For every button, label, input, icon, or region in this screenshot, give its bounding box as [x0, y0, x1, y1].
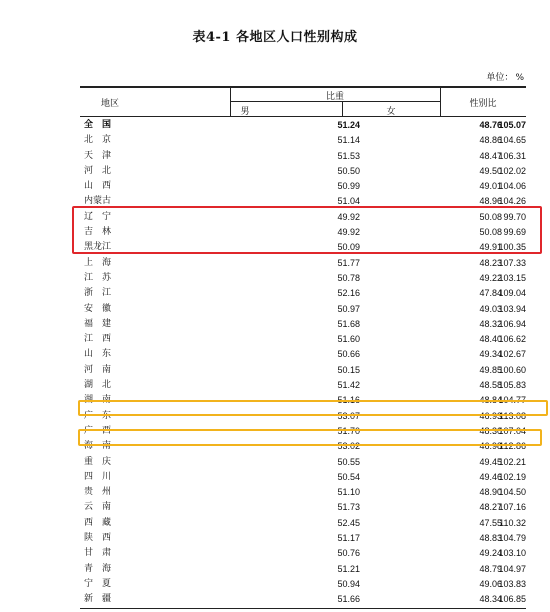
ratio-cell: 100.60 [498, 364, 526, 375]
table-row [80, 531, 526, 546]
region-cell: 云 南 [83, 502, 111, 513]
region-cell: 浙 江 [83, 288, 111, 299]
table-row [80, 470, 526, 485]
female-cell: 49.50 [479, 165, 502, 176]
ratio-cell: 105.07 [498, 120, 526, 130]
table-row [80, 133, 526, 148]
female-cell: 48.30 [479, 425, 502, 436]
female-cell: 48.76 [479, 120, 502, 130]
table-row [80, 332, 526, 347]
header-female: 女 [386, 107, 396, 117]
ratio-cell: 110.32 [499, 517, 526, 528]
region-cell: 湖 南 [83, 395, 111, 406]
region-cell: 山 西 [83, 181, 111, 192]
ratio-cell: 99.70 [503, 211, 526, 222]
female-cell: 49.06 [479, 578, 502, 589]
female-cell: 49.85 [479, 364, 502, 375]
male-cell: 50.09 [337, 242, 360, 253]
ratio-cell: 100.35 [498, 242, 526, 253]
male-cell: 51.66 [337, 594, 360, 605]
female-cell: 48.40 [479, 334, 502, 345]
table-row [80, 317, 526, 332]
female-cell: 48.90 [479, 487, 502, 498]
table-row [80, 562, 526, 577]
ratio-cell: 104.50 [498, 487, 526, 498]
table-row [80, 256, 526, 271]
table-row [80, 592, 526, 607]
ratio-cell: 107.04 [498, 425, 526, 436]
ratio-cell: 106.85 [498, 594, 526, 605]
female-cell: 48.84 [479, 395, 502, 406]
top-rule [80, 86, 526, 88]
table-row [80, 302, 526, 317]
table-row [80, 179, 526, 194]
ratio-cell: 109.04 [498, 288, 526, 299]
header-ratio: 性别比 [469, 99, 497, 109]
ratio-cell: 103.83 [498, 578, 526, 589]
region-cell: 重 庆 [83, 456, 111, 467]
male-cell: 51.16 [337, 395, 360, 406]
male-cell: 53.07 [337, 410, 360, 421]
female-cell: 46.98 [479, 441, 502, 452]
table-row [80, 516, 526, 531]
ratio-cell: 102.21 [498, 456, 526, 467]
region-cell: 河 南 [83, 364, 111, 375]
region-cell: 吉 林 [83, 227, 111, 238]
male-cell: 51.17 [337, 533, 360, 544]
table-row [80, 271, 526, 286]
female-cell: 46.93 [479, 410, 502, 421]
male-cell: 51.14 [337, 135, 360, 146]
region-cell: 上 海 [83, 257, 111, 268]
region-cell: 江 苏 [83, 272, 111, 283]
female-cell: 50.08 [479, 227, 502, 238]
male-cell: 51.10 [337, 487, 360, 498]
region-cell: 山 东 [83, 349, 111, 360]
table-row [80, 577, 526, 592]
ratio-cell: 102.19 [498, 471, 526, 482]
female-cell: 48.96 [479, 196, 502, 207]
highlight-box-northeast [72, 206, 542, 254]
ratio-cell: 106.94 [498, 318, 526, 329]
female-cell: 49.22 [479, 272, 502, 283]
bottom-rule [80, 608, 526, 609]
male-cell: 50.54 [337, 471, 360, 482]
ratio-cell: 102.67 [498, 349, 526, 360]
female-cell: 49.46 [479, 471, 502, 482]
header-share: 比重 [325, 92, 344, 102]
male-cell: 50.66 [337, 349, 360, 360]
ratio-cell: 104.26 [498, 196, 526, 207]
male-cell: 50.15 [337, 364, 360, 375]
male-cell: 50.78 [337, 272, 360, 283]
female-cell: 48.47 [479, 150, 502, 161]
female-cell: 48.58 [479, 380, 502, 391]
region-cell: 甘 肃 [83, 548, 111, 559]
unit-text: 单位： [486, 73, 514, 83]
male-cell: 51.42 [337, 380, 360, 391]
female-cell: 48.86 [479, 135, 502, 146]
female-cell: 48.23 [479, 257, 502, 268]
region-cell: 广 西 [83, 425, 111, 436]
female-cell: 50.08 [479, 211, 502, 222]
male-cell: 51.53 [337, 150, 360, 161]
male-cell: 50.94 [337, 578, 360, 589]
ratio-cell: 112.86 [499, 441, 526, 452]
ratio-cell: 99.69 [503, 227, 526, 238]
table-body [80, 118, 526, 608]
male-cell: 49.92 [337, 211, 360, 222]
region-cell: 陕 西 [83, 533, 111, 544]
table-row [80, 546, 526, 561]
ratio-cell: 107.33 [498, 257, 526, 268]
region-cell: 海 南 [83, 441, 111, 452]
female-cell: 49.34 [479, 349, 502, 360]
table-row [80, 363, 526, 378]
ratio-cell: 104.97 [498, 563, 526, 574]
region-cell: 辽 宁 [83, 211, 111, 222]
highlight-box-guangdong [78, 400, 548, 416]
table-row [80, 485, 526, 500]
ratio-cell: 104.06 [498, 181, 526, 192]
male-cell: 51.21 [337, 563, 360, 574]
ratio-cell: 113.08 [499, 410, 526, 421]
header-bottom-rule [80, 116, 526, 117]
ratio-cell: 104.65 [498, 135, 526, 146]
region-cell: 福 建 [83, 318, 111, 329]
ratio-cell: 103.94 [498, 303, 526, 314]
male-cell: 50.50 [337, 165, 360, 176]
male-cell: 52.16 [337, 288, 360, 299]
male-cell: 52.45 [337, 517, 360, 528]
male-cell: 50.76 [337, 548, 360, 559]
ratio-cell: 103.15 [498, 272, 526, 283]
region-cell: 天 津 [83, 150, 111, 161]
male-cell: 49.92 [337, 227, 360, 238]
ratio-cell: 106.62 [498, 334, 526, 345]
region-cell: 新 疆 [83, 594, 111, 605]
female-cell: 48.32 [479, 318, 502, 329]
ratio-cell: 105.83 [498, 380, 526, 391]
ratio-cell: 103.10 [498, 548, 526, 559]
female-cell: 49.24 [479, 548, 502, 559]
table-title: 表4-1 各地区人口性别构成 [192, 30, 358, 45]
male-cell: 51.77 [337, 257, 360, 268]
highlight-box-hainan [78, 429, 542, 446]
table-row [80, 378, 526, 393]
region-cell: 河 北 [83, 165, 111, 176]
region-cell: 全 国 [83, 120, 111, 130]
ratio-cell: 107.16 [498, 502, 526, 513]
male-cell: 51.60 [337, 334, 360, 345]
region-cell: 贵 州 [83, 487, 111, 498]
region-cell: 黑龙江 [83, 242, 111, 253]
female-cell: 48.34 [479, 594, 502, 605]
ratio-cell: 102.02 [498, 165, 526, 176]
table-row [80, 149, 526, 164]
table-row [80, 164, 526, 179]
region-cell: 北 京 [83, 135, 111, 146]
region-cell: 宁 夏 [83, 578, 111, 589]
female-cell: 49.45 [479, 456, 502, 467]
unit-label [484, 70, 524, 83]
male-cell: 50.55 [337, 456, 360, 467]
region-cell: 江 西 [83, 334, 111, 345]
table-row [80, 347, 526, 362]
table-row [80, 118, 526, 133]
region-cell: 广 东 [83, 410, 111, 421]
unit-symbol: % [515, 73, 524, 83]
table-row [80, 286, 526, 301]
region-cell: 四 川 [83, 471, 111, 482]
ratio-cell: 106.31 [498, 150, 526, 161]
region-cell: 内蒙古 [83, 196, 111, 207]
region-cell: 西 藏 [83, 517, 111, 528]
male-cell: 51.24 [337, 120, 360, 130]
male-cell: 51.70 [337, 425, 360, 436]
female-cell: 47.55 [479, 517, 502, 528]
male-cell: 50.99 [337, 181, 360, 192]
female-cell: 48.27 [479, 502, 502, 513]
ratio-cell: 104.77 [498, 395, 526, 406]
header-region: 地区 [100, 99, 119, 109]
region-cell: 湖 北 [83, 380, 111, 391]
female-cell: 49.91 [479, 242, 502, 253]
table-row [80, 500, 526, 515]
male-cell: 50.97 [337, 303, 360, 314]
ratio-cell: 104.79 [498, 533, 526, 544]
region-cell: 青 海 [83, 563, 111, 574]
female-cell: 48.79 [479, 563, 502, 574]
male-cell: 51.73 [337, 502, 360, 513]
male-cell: 53.02 [337, 441, 360, 452]
female-cell: 48.83 [479, 533, 502, 544]
male-cell: 51.68 [337, 318, 360, 329]
female-cell: 49.03 [479, 303, 502, 314]
female-cell: 49.01 [479, 181, 502, 192]
header-male: 男 [240, 107, 250, 117]
female-cell: 47.84 [479, 288, 502, 299]
region-cell: 安 徽 [83, 303, 111, 314]
male-cell: 51.04 [337, 196, 360, 207]
table-row [80, 455, 526, 470]
